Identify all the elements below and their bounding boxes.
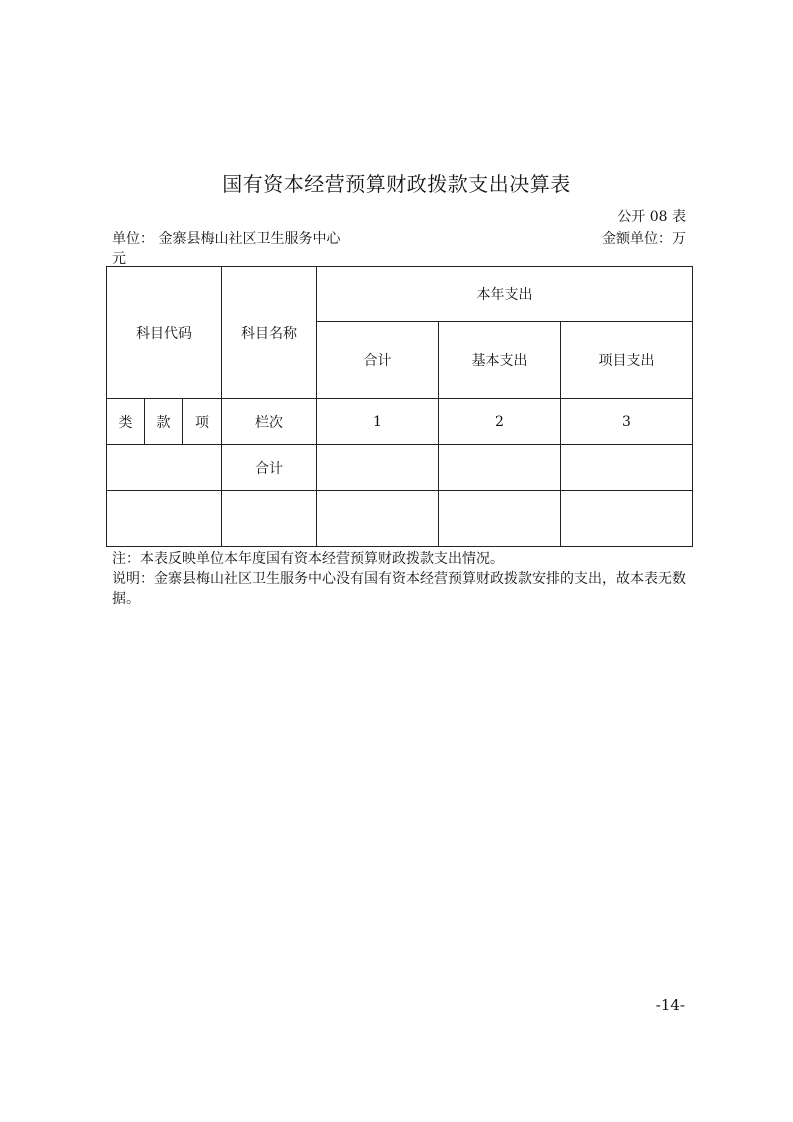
explanation-text: 说明：金寨县梅山社区卫生服务中心没有国有资本经营预算财政拨款安排的支出，故本表无数据。 <box>112 571 686 607</box>
header-current-year-expense: 本年支出 <box>317 267 693 322</box>
column-number-3: 3 <box>561 399 693 445</box>
header-subject-name: 科目名称 <box>222 267 317 399</box>
header-class: 类 <box>107 399 145 445</box>
header-item: 项 <box>183 399 222 445</box>
empty-row-basic <box>439 491 561 547</box>
header-basic-expense: 基本支出 <box>439 322 561 399</box>
total-row-project <box>561 445 693 491</box>
column-number-1: 1 <box>317 399 439 445</box>
header-project-expense: 项目支出 <box>561 322 693 399</box>
page-title: 国有资本经营预算财政拨款支出决算表 <box>222 172 571 196</box>
header-total: 合计 <box>317 322 439 399</box>
total-row-code <box>107 445 222 491</box>
page-number: -14- <box>655 996 685 1014</box>
header-subject-code: 科目代码 <box>107 267 222 399</box>
empty-row-name <box>222 491 317 547</box>
empty-row-total <box>317 491 439 547</box>
form-number: 公开 08 表 <box>617 209 686 225</box>
total-row-basic <box>439 445 561 491</box>
header-section: 款 <box>145 399 183 445</box>
empty-row-code <box>107 491 222 547</box>
column-number-2: 2 <box>439 399 561 445</box>
expense-table <box>106 266 693 547</box>
note-text: 注：本表反映单位本年度国有资本经营预算财政拨款支出情况。 <box>112 551 504 567</box>
total-row-label: 合计 <box>222 445 317 491</box>
header-column-order: 栏次 <box>222 399 317 445</box>
total-row-total <box>317 445 439 491</box>
amount-unit-wrap: 元 <box>112 251 126 267</box>
notes <box>112 549 692 609</box>
empty-row-project <box>561 491 693 547</box>
unit-label: 单位： 金寨县梅山社区卫生服务中心 <box>112 231 341 247</box>
amount-unit-label: 金额单位：万 <box>602 231 686 247</box>
